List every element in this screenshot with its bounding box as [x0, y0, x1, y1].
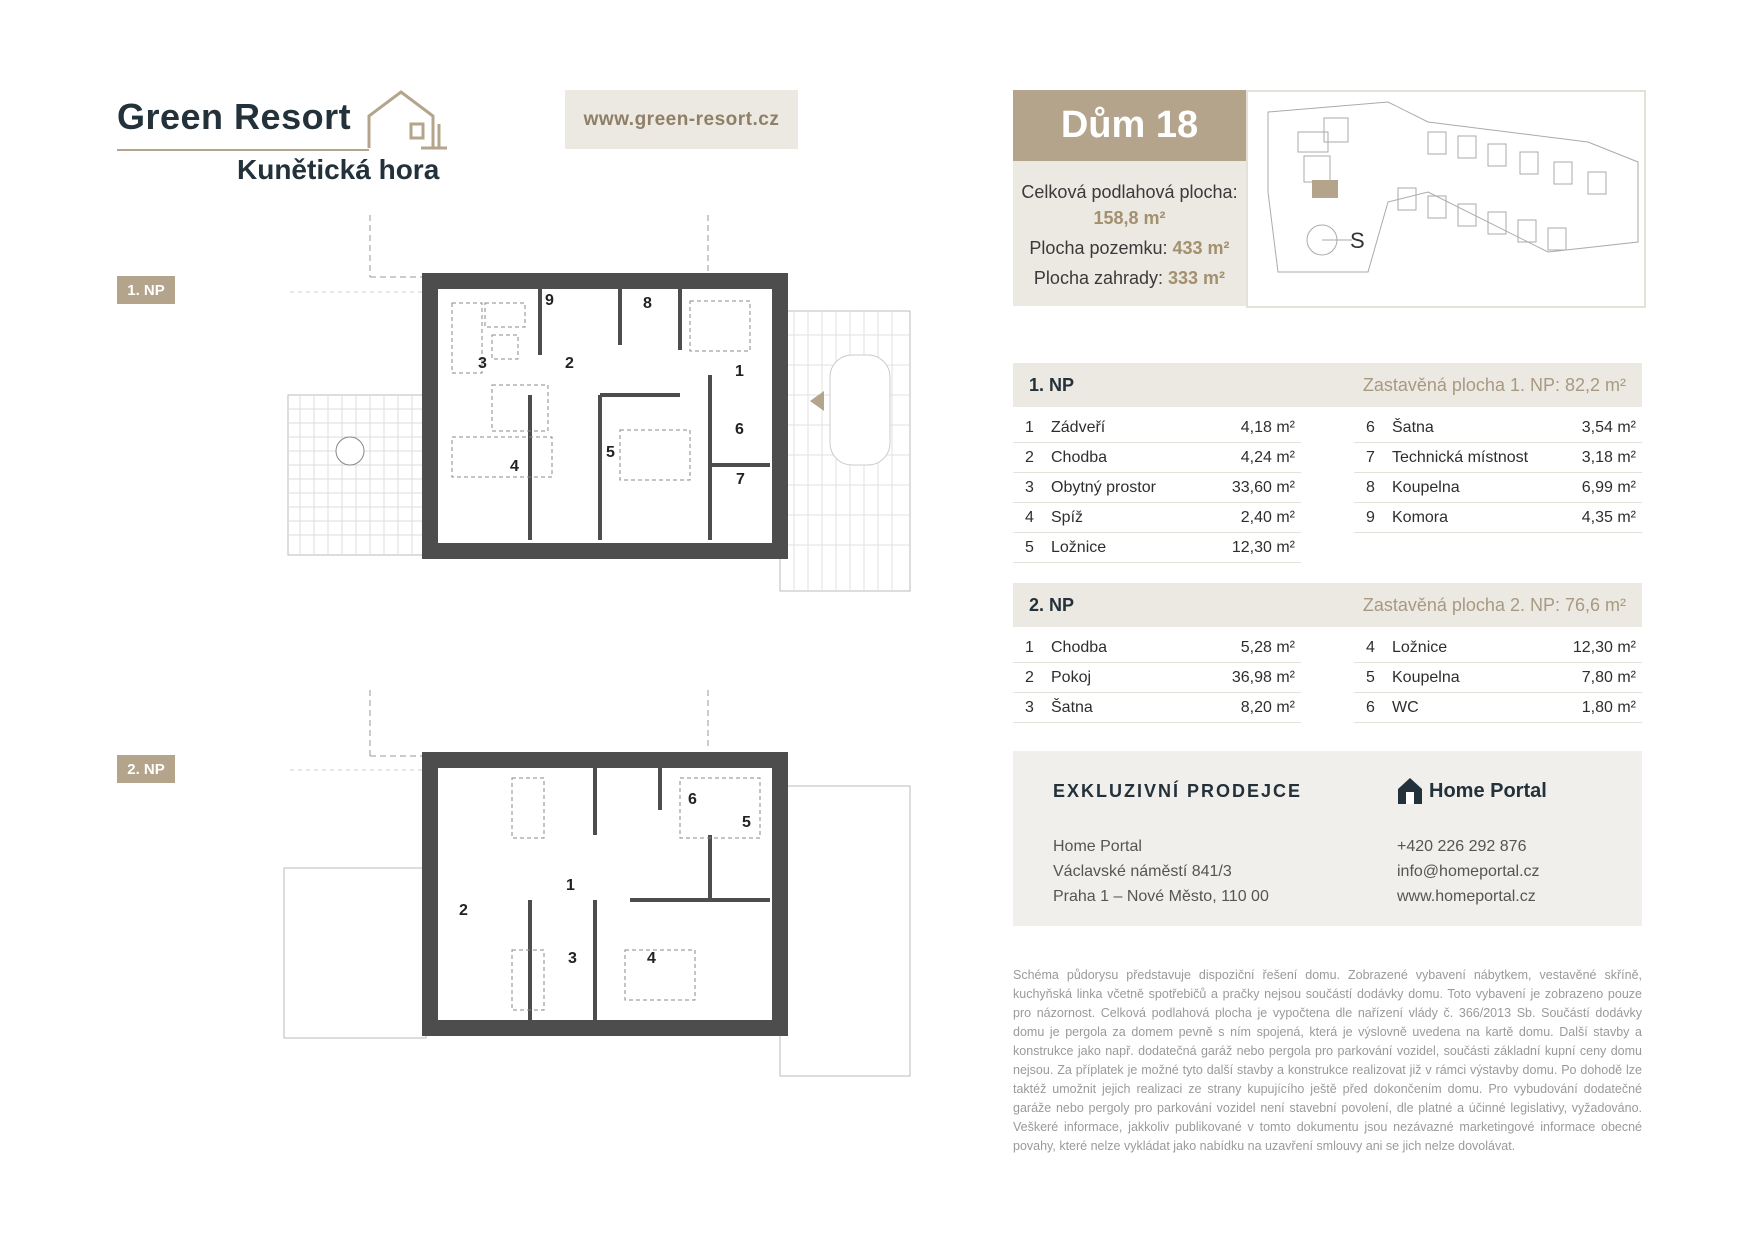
table-row: 6 Šatna 3,54 m²: [1354, 413, 1642, 443]
website-link[interactable]: www.green-resort.cz: [565, 90, 798, 149]
seller-contacts: [1397, 834, 1540, 909]
table-row: 4 Ložnice 12,30 m²: [1354, 633, 1642, 663]
address-line: Home Portal: [1053, 838, 1142, 855]
floor1-header: [1013, 363, 1642, 407]
table-row: 5 Ložnice 12,30 m²: [1013, 533, 1301, 563]
carport-right: [780, 311, 910, 591]
compass-label: S: [1350, 228, 1365, 253]
seller-panel: [1013, 751, 1642, 926]
table-row: 8 Koupelna 6,99 m²: [1354, 473, 1642, 503]
plan2-label-1: 1: [566, 877, 575, 894]
house-18-marker: [1312, 180, 1338, 198]
table-row: 6 WC 1,80 m²: [1354, 693, 1642, 723]
garden-area-label: Plocha zahrady:: [1033, 268, 1163, 288]
plan1-label-5: 5: [606, 444, 615, 461]
phone-link[interactable]: +420 226 292 876: [1397, 838, 1527, 855]
plan1-label-9: 9: [545, 292, 554, 309]
floor2-rooms-right: [1354, 633, 1642, 723]
floor1-rooms-right: [1354, 413, 1642, 533]
floor1-built-area: Zastavěná plocha 1. NP: 82,2 m²: [1362, 374, 1626, 395]
floor2-badge: 2. NP: [117, 755, 175, 783]
seller-brand: [1397, 777, 1547, 805]
plan1-label-3: 3: [478, 355, 487, 372]
plot-area-label: Plocha pozemku:: [1029, 238, 1168, 258]
disclaimer-text: Schéma půdorysu představuje dispoziční řešení domu. Zobrazené vybavení nábytkem, vestavěné skříně, kuchyňská linka včetně spotřebičů a pračky nejsou součástí dodávky domu. Toto vybavení je zobrazeno pouze pro názornost. Celková podlahová plocha je vypočtena dle nařízení vlády č. 366/2013 Sb. Součástí dodávky domu je pergola za domem pevně s ním spojená, která je výslovně uvedena na kartě domu. Další stavby a konstrukce jako např. dodatečná garáž nebo pergola pro parkování vozidel, součásti základní kupní ceny domu nejsou. Za příplatek je možné tyto další stavby a konstrukce realizovat již v rámci výstavby domu. Po dohodě lze taktéž umožnit jejich realizaci ze strany kupujícího ještě před dokončením domu. Pro vybudování dodatečné garáže nebo pergoly pro parkování vozidel není stavební povolení, dle platné a účinné legislativy, vyžadováno. Veškeré informace, jakkoliv publikované v tomto dokumentu jsou nezávazné marketingové informace obecné povahy, které nelze vykládat jako nabídku na uzavření smlouvy ani se jich nelze dovolávat.: [1013, 968, 1642, 1153]
total-area-label: Celková podlahová plocha:: [1021, 182, 1238, 202]
floor2-built-area: Zastavěná plocha 2. NP: 76,6 m²: [1362, 594, 1626, 615]
logo-divider: [117, 149, 369, 151]
table-row: 3 Obytný prostor 33,60 m²: [1013, 473, 1301, 503]
table-row: 5 Koupelna 7,80 m²: [1354, 663, 1642, 693]
table-row: 2 Pokoj 36,98 m²: [1013, 663, 1301, 693]
plot-area-value: 433 m²: [1172, 238, 1230, 258]
plan1-label-8: 8: [643, 295, 652, 312]
terrace-left: [288, 395, 426, 555]
seller-heading: EXKLUZIVNÍ PRODEJCE: [1053, 781, 1303, 801]
table-row: 1 Chodba 5,28 m²: [1013, 633, 1301, 663]
plan2-label-3: 3: [568, 950, 577, 967]
table-row: 4 Spíž 2,40 m²: [1013, 503, 1301, 533]
address-line: Václavské náměstí 841/3: [1053, 863, 1232, 880]
floor2-plan: [280, 690, 920, 1090]
logo-subtitle: Kunětická hora: [237, 154, 440, 185]
plan2-label-4: 4: [647, 950, 656, 967]
table-row: 1 Zádveří 4,18 m²: [1013, 413, 1301, 443]
logo-title: Green Resort: [117, 96, 352, 137]
garden-area-value: 333 m²: [1168, 268, 1226, 288]
floor2-header: [1013, 583, 1642, 627]
site-map: [1246, 90, 1646, 308]
plan2-label-6: 6: [688, 791, 697, 808]
house-logo-icon: [355, 86, 447, 152]
table-row: 2 Chodba 4,24 m²: [1013, 443, 1301, 473]
home-portal-logo-icon: [1397, 777, 1423, 805]
house-title: Dům 18: [1013, 90, 1246, 161]
floor2-title: 2. NP: [1029, 594, 1075, 615]
total-area-value: 158,8 m²: [1093, 208, 1166, 228]
seller-website-link[interactable]: www.homeportal.cz: [1397, 888, 1536, 905]
plan1-label-2: 2: [565, 355, 574, 372]
area-summary: [1013, 161, 1246, 306]
table-row: 7 Technická místnost 3,18 m²: [1354, 443, 1642, 473]
plan2-label-5: 5: [742, 814, 751, 831]
table-row: 3 Šatna 8,20 m²: [1013, 693, 1301, 723]
floor2-rooms-left: [1013, 633, 1301, 723]
address-line: Praha 1 – Nové Město, 110 00: [1053, 888, 1269, 905]
floor1-plan: [280, 215, 920, 615]
plan1-label-4: 4: [510, 458, 519, 475]
email-link[interactable]: info@homeportal.cz: [1397, 863, 1540, 880]
plan2-label-2: 2: [459, 902, 468, 919]
seller-brand-name: Home Portal: [1429, 779, 1547, 802]
floor1-badge: 1. NP: [117, 276, 175, 304]
table-row: 9 Komora 4,35 m²: [1354, 503, 1642, 533]
plan1-label-6: 6: [735, 421, 744, 438]
floor1-rooms-left: [1013, 413, 1301, 563]
seller-address: [1053, 834, 1269, 909]
plan1-label-1: 1: [735, 363, 744, 380]
plan1-label-7: 7: [736, 471, 745, 488]
floor1-title: 1. NP: [1029, 374, 1075, 395]
